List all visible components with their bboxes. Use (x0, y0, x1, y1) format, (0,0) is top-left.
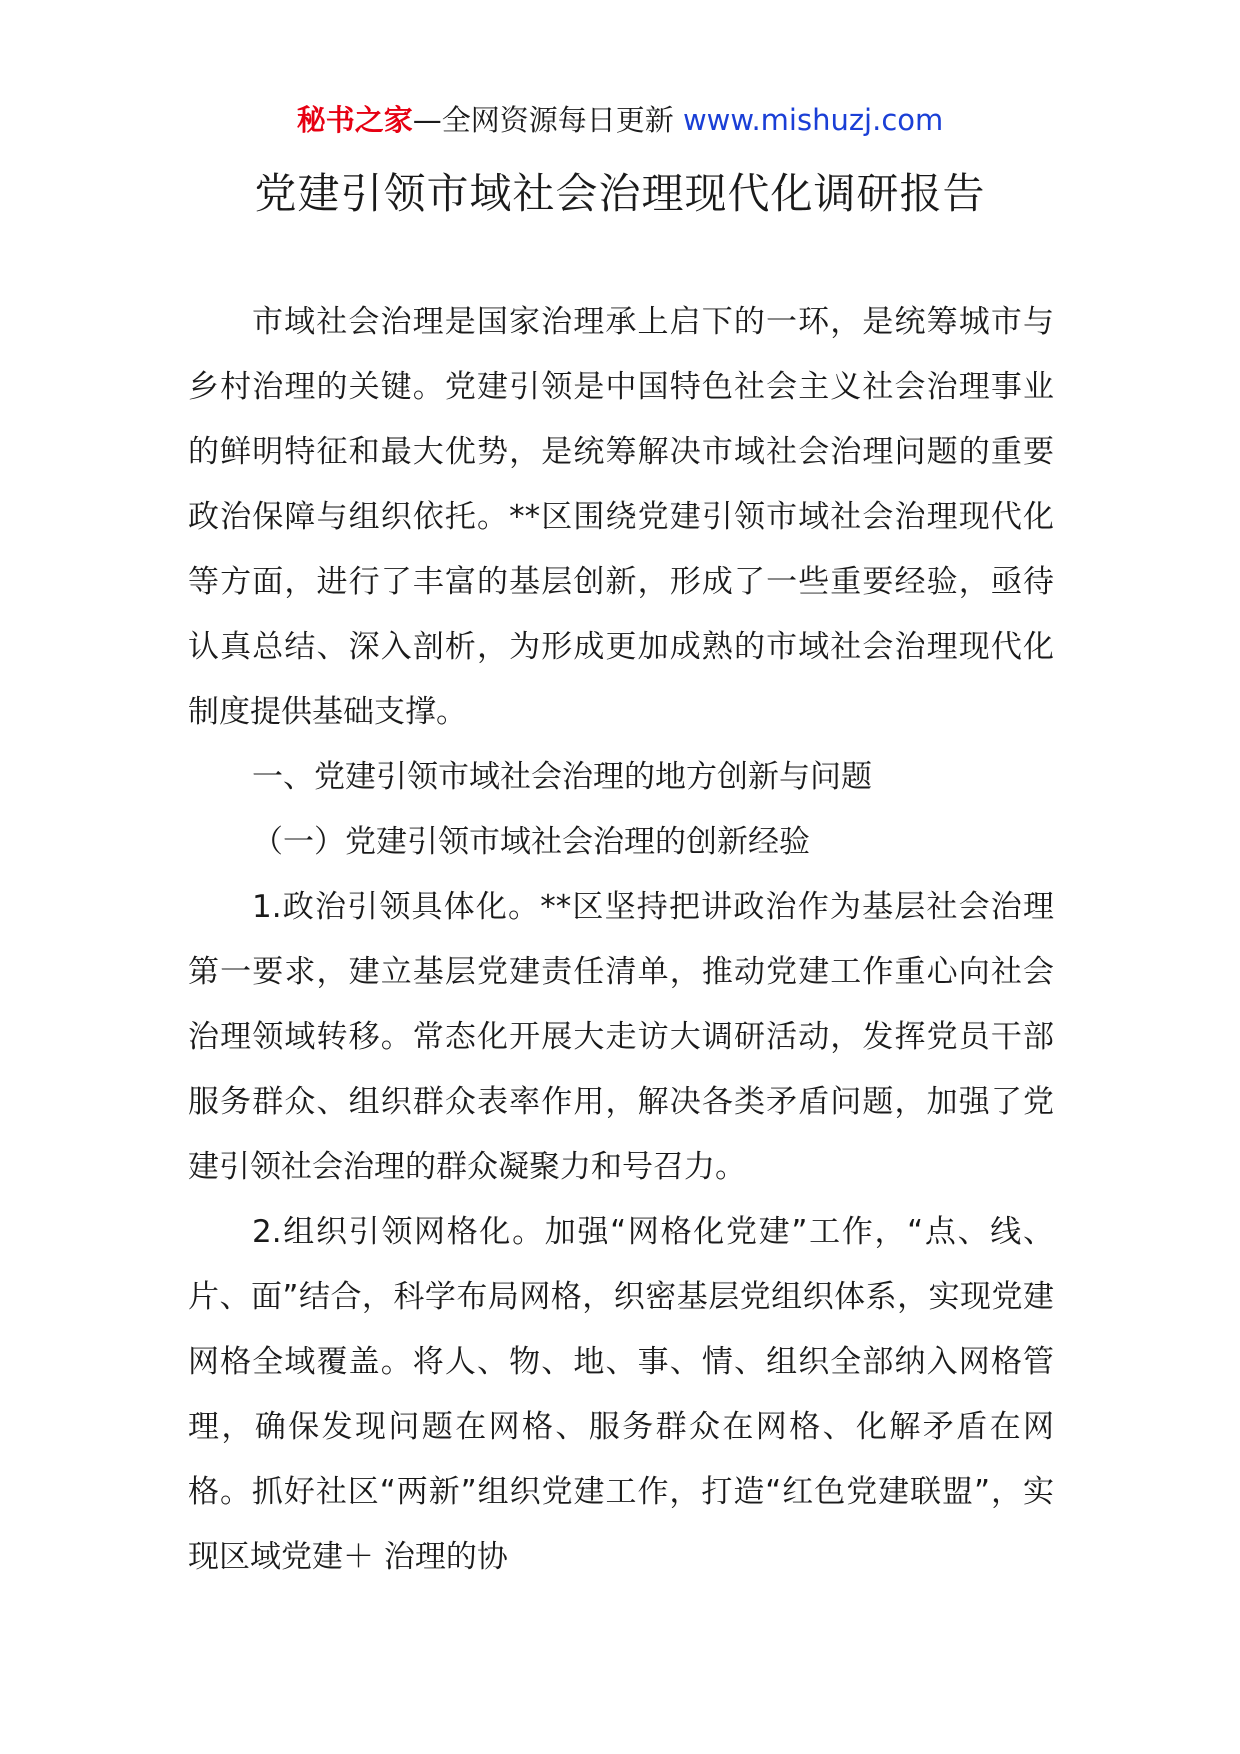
document-body (188, 290, 1054, 1590)
header-slogan: —全网资源每日更新 (412, 103, 683, 137)
body-paragraph: 1.政治引领具体化。**区坚持把讲政治作为基层社会治理第一要求，建立基层党建责任清单，推动党建工作重心向社会治理领域转移。常态化开展大走访大调研活动，发挥党员干部服务群众、组织群众表率作用，解决各类矛盾问题，加强了党建引领社会治理的群众凝聚力和号召力。 (188, 889, 1054, 1185)
intro-paragraph: 市域社会治理是国家治理承上启下的一环，是统筹城市与乡村治理的关键。党建引领是中国特色社会主义社会治理事业的鲜明特征和最大优势，是统筹解决市域社会治理问题的重要政治保障与组织依托。**区围绕党建引领市域社会治理现代化等方面，进行了丰富的基层创新，形成了一些重要经验，亟待认真总结、深入剖析，为形成更加成熟的市域社会治理现代化制度提供基础支撑。 (188, 304, 1054, 730)
site-header (0, 100, 1240, 140)
body-paragraph: 2.组织引领网格化。加强“网格化党建”工作，“点、线、片、面”结合，科学布局网格，织密基层党组织体系，实现党建网格全域覆盖。将人、物、地、事、情、组织全部纳入网格管理，确保发现问题在网格、服务群众在网格、化解矛盾在网格。抓好社区“两新”组织党建工作，打造“红色党建联盟”，实现区域党建＋ 治理的协 (188, 1214, 1054, 1575)
brand-name: 秘书之家 (296, 103, 413, 137)
document-title: 党建引领市域社会治理现代化调研报告 (254, 169, 986, 218)
section-heading: 一、党建引领市域社会治理的地方创新与问题 (252, 759, 872, 795)
site-url-link[interactable]: www.mishuzj.com (682, 103, 944, 137)
subsection-heading: （一）党建引领市域社会治理的创新经验 (252, 824, 810, 860)
